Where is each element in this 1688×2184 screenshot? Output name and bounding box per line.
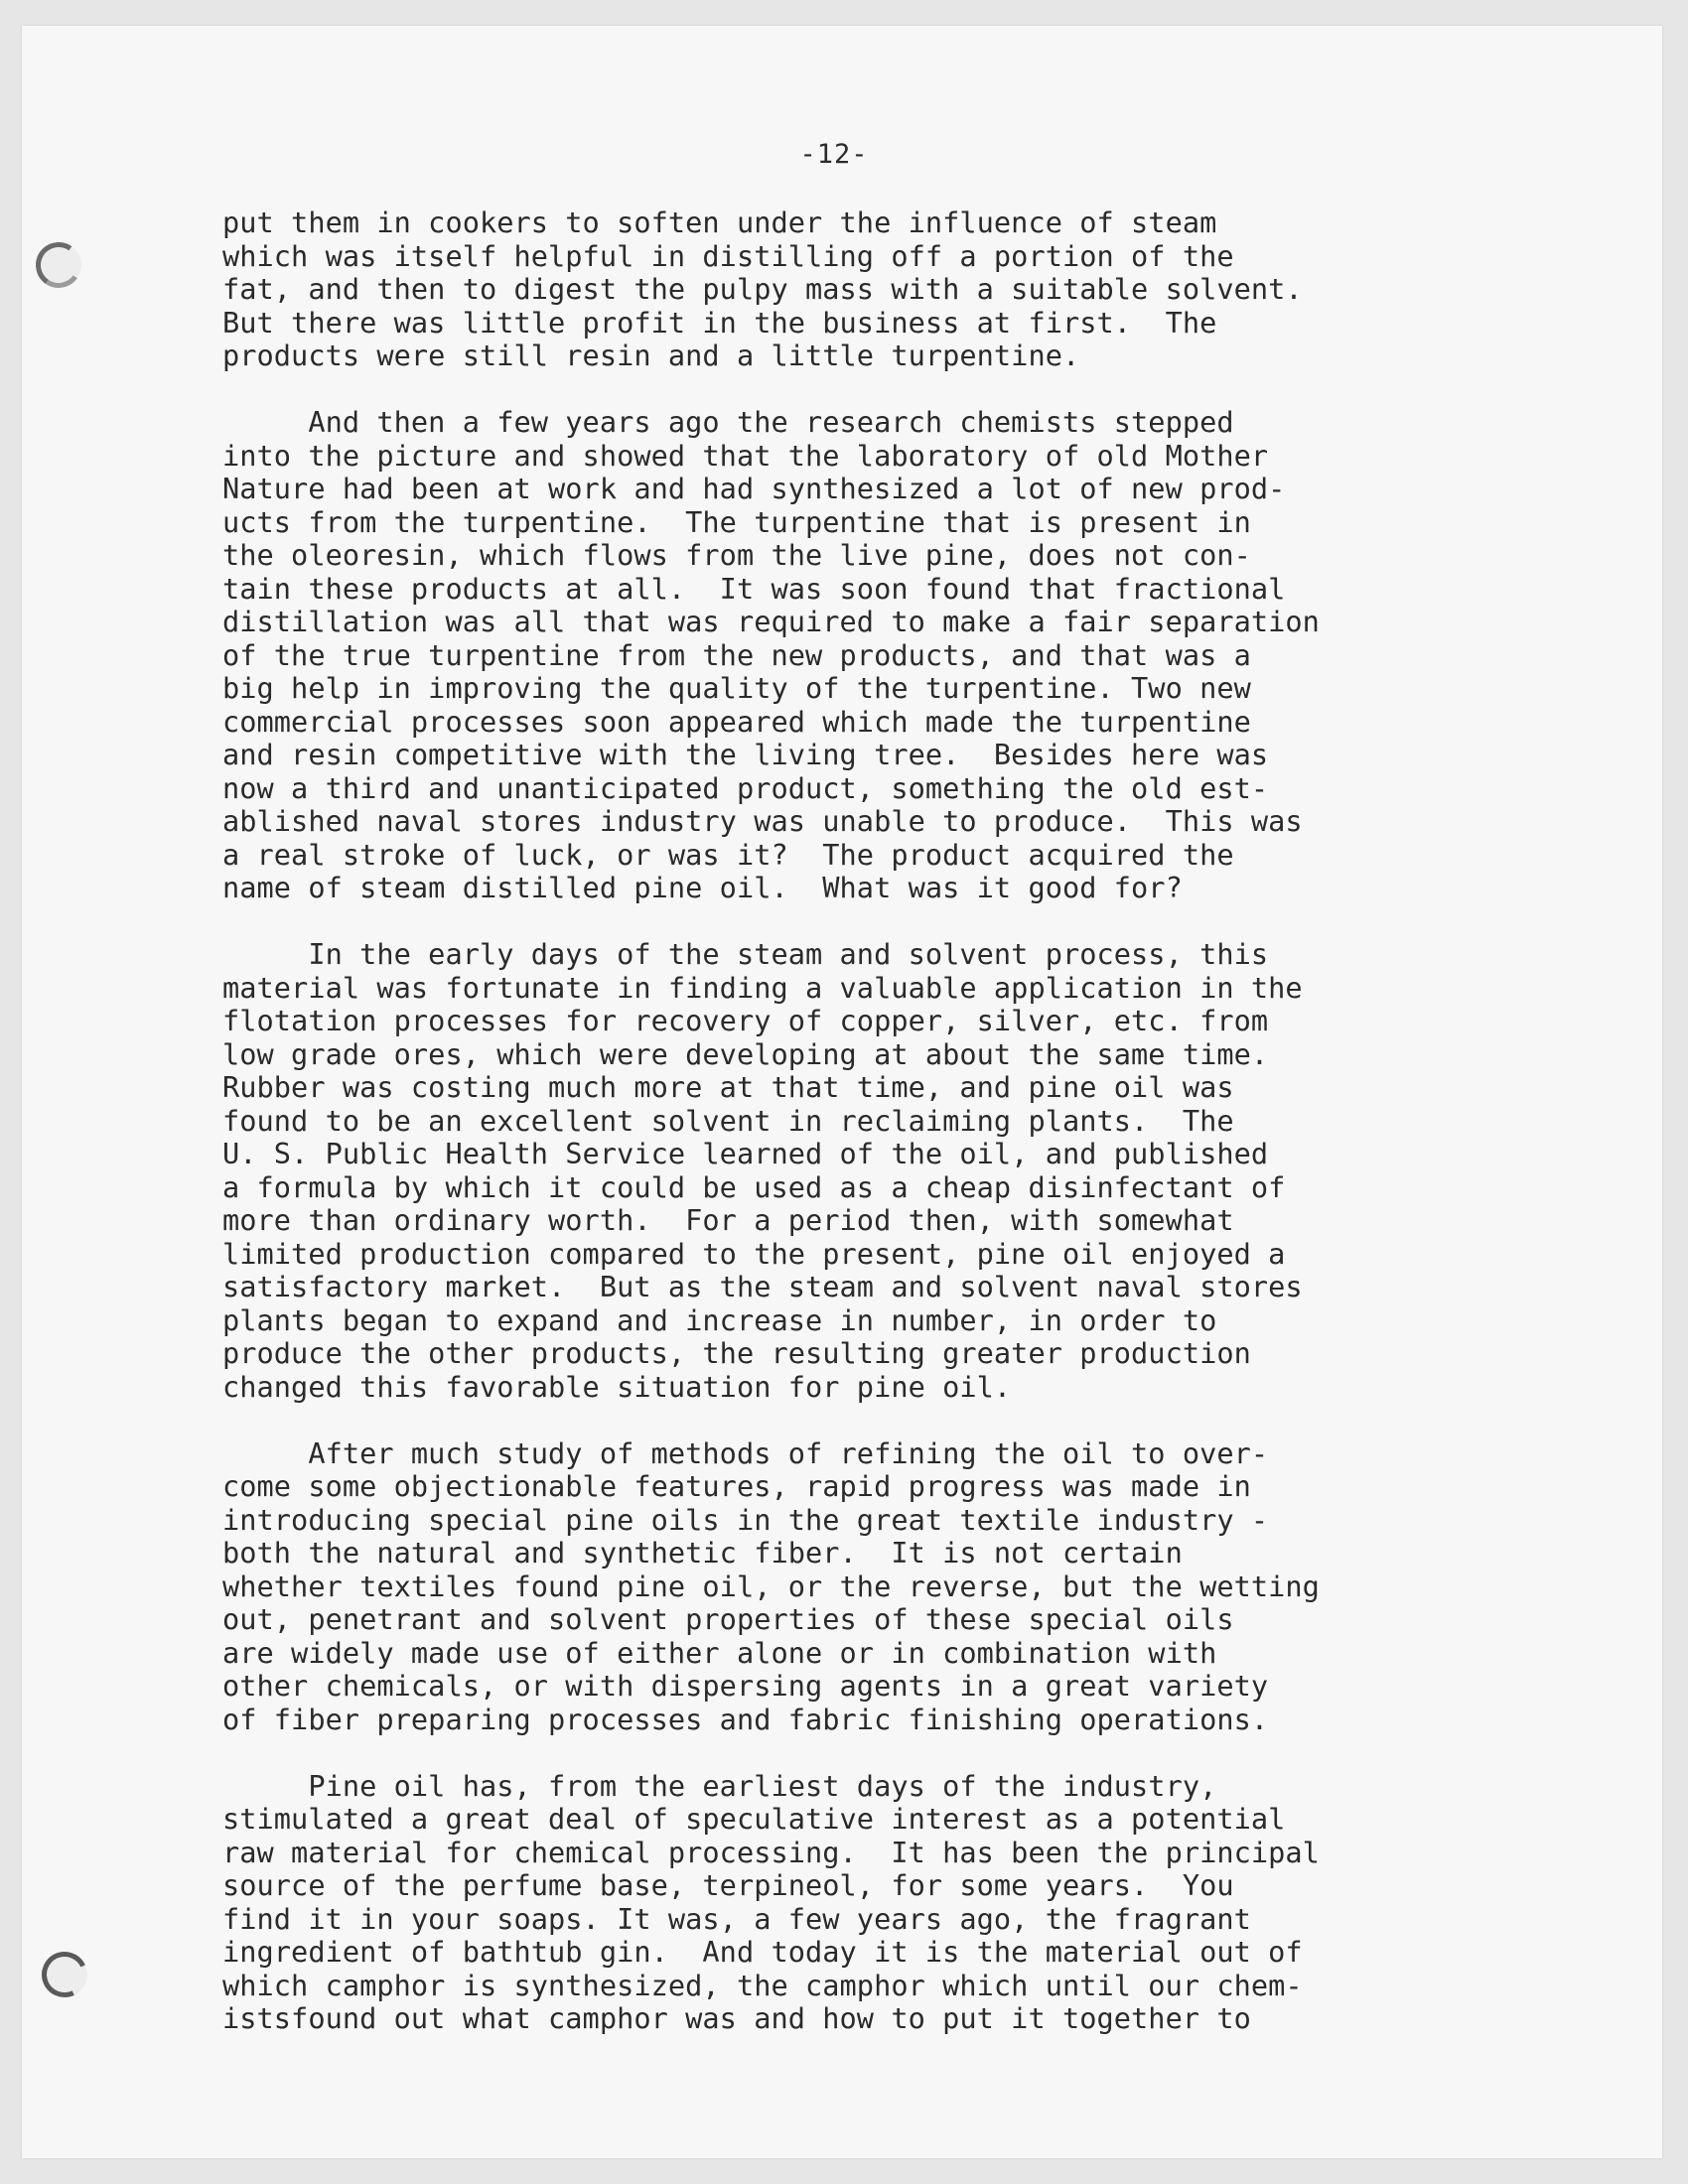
paragraph <box>222 1770 1563 2036</box>
text-line: come some objectionable features, rapid progress was made in <box>222 1469 1251 1503</box>
page-number: -12- <box>799 139 869 170</box>
text-line: now a third and unanticipated product, something the old est- <box>222 770 1269 805</box>
text-line: found to be an excellent solvent in reclaiming plants. The <box>222 1103 1234 1138</box>
text-line: ucts from the turpentine. The turpentine that is present in <box>222 504 1251 539</box>
text-line: put them in cookers to soften under the influence of steam <box>222 205 1217 239</box>
text-line: Pine oil has, from the earliest days of the industry, <box>222 1768 1217 1803</box>
text-line: which was itself helpful in distilling off a portion of the <box>222 238 1234 273</box>
text-line: plants began to expand and increase in number, in order to <box>222 1302 1217 1337</box>
text-line: produce the other products, the resulting greater production <box>222 1336 1251 1370</box>
text-line: satisfactory market. But as the steam and solvent naval stores <box>222 1270 1303 1303</box>
text-line: source of the perfume base, terpineol, for some years. You <box>222 1868 1234 1902</box>
text-line: And then a few years ago the research chemists stepped <box>222 405 1234 439</box>
text-line: whether textiles found pine oil, or the reverse, but the wetting <box>222 1569 1320 1603</box>
text-line: fat, and then to digest the pulpy mass with a suitable solvent. <box>222 272 1303 306</box>
text-line: of the true turpentine from the new products, and that was a <box>222 637 1251 672</box>
text-line: low grade ores, which were developing at about the same time. <box>222 1036 1269 1071</box>
text-line: material was fortunate in finding a valuable application in the <box>222 970 1303 1005</box>
text-line: changed this favorable situation for pine oil. <box>222 1369 1012 1404</box>
paragraph <box>222 1437 1563 1737</box>
paragraph <box>222 406 1563 905</box>
text-line: which camphor is synthesized, the camphor which until our chem- <box>222 1968 1303 2002</box>
typewritten-body <box>222 206 1563 2069</box>
text-line: are widely made use of either alone or in combination with <box>222 1635 1217 1670</box>
text-line: products were still resin and a little turpentine. <box>222 339 1080 372</box>
text-line: of fiber preparing processes and fabric finishing operations. <box>222 1702 1269 1736</box>
paragraph <box>222 206 1563 373</box>
text-line: and resin competitive with the living tree. Besides here was <box>222 738 1269 771</box>
paragraph <box>222 938 1563 1404</box>
text-line: introducing special pine oils in the great textile industry - <box>222 1502 1269 1537</box>
text-line: After much study of methods of refining the oil to over- <box>222 1435 1269 1470</box>
text-line: istsfound out what camphor was and how to put it together to <box>222 2001 1251 2035</box>
text-line: a real stroke of luck, or was it? The product acquired the <box>222 837 1234 872</box>
text-line: ablished naval stores industry was unable to produce. This was <box>222 804 1303 838</box>
text-line: name of steam distilled pine oil. What was it good for? <box>222 871 1183 904</box>
text-line: the oleoresin, which flows from the live pine, does not con- <box>222 538 1251 572</box>
punch-hole-bottom <box>36 1946 94 2004</box>
punch-hole-top <box>32 238 84 291</box>
text-line: limited production compared to the present, pine oil enjoyed a <box>222 1236 1286 1271</box>
text-line: U. S. Public Health Service learned of the oil, and published <box>222 1137 1269 1170</box>
text-line: other chemicals, or with dispersing agents in a great variety <box>222 1669 1269 1703</box>
text-line: flotation processes for recovery of copper, silver, etc. from <box>222 1004 1269 1037</box>
text-line: But there was little profit in the business at first. The <box>222 305 1217 340</box>
text-line: Rubber was costing much more at that time, and pine oil was <box>222 1070 1234 1104</box>
text-line: out, penetrant and solvent properties of these special oils <box>222 1602 1234 1636</box>
text-line: find it in your soaps. It was, a few years ago, the fragrant <box>222 1901 1251 1936</box>
text-line: a formula by which it could be used as a cheap disinfectant of <box>222 1169 1286 1204</box>
text-line: ingredient of bathtub gin. And today it is the material out of <box>222 1935 1303 1969</box>
text-line: stimulated a great deal of speculative interest as a potential <box>222 1802 1286 1836</box>
text-line: tain these products at all. It was soon found that fractional <box>222 571 1286 606</box>
text-line: both the natural and synthetic fiber. It is not certain <box>222 1536 1183 1570</box>
text-line: more than ordinary worth. For a period then, with somewhat <box>222 1203 1234 1237</box>
text-line: big help in improving the quality of the turpentine. Two new <box>222 671 1251 705</box>
text-line: Nature had been at work and had synthesized a lot of new prod- <box>222 472 1286 505</box>
text-line: commercial processes soon appeared which made the turpentine <box>222 704 1251 739</box>
text-line: distillation was all that was required to make a fair separation <box>222 605 1320 638</box>
text-line: In the early days of the steam and solvent process, this <box>222 937 1269 971</box>
text-line: into the picture and showed that the laboratory of old Mother <box>222 438 1269 473</box>
text-line: raw material for chemical processing. It has been the principal <box>222 1835 1320 1869</box>
